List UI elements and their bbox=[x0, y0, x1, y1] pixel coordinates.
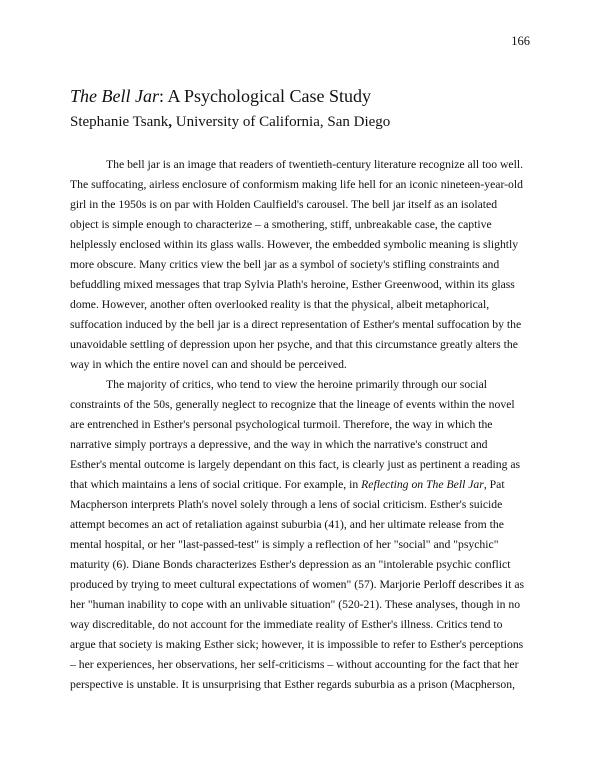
text-line: maturity (6). Diane Bonds characterizes Esther's depression as an "intolerable psychic conflict bbox=[70, 558, 511, 571]
author-affiliation: University of California, San Diego bbox=[172, 114, 391, 130]
text-line: suffocation induced by the bell jar is a direct representation of Esther's mental suffocation by the bbox=[70, 318, 522, 331]
author-line bbox=[70, 114, 390, 131]
text-line: helplessly enclosed within its glass walls. However, the embedded symbolic meaning is slightly bbox=[70, 238, 519, 251]
cited-work-title: Reflecting on The Bell Jar bbox=[361, 478, 484, 491]
text-line: befuddling mixed messages that trap Sylvia Plath's heroine, Esther Greenwood, within its glass bbox=[70, 278, 515, 291]
page-number: 166 bbox=[511, 34, 530, 48]
text-line: produced by trying to meet cultural expectations of women" (57). Marjorie Perloff describes it as bbox=[70, 578, 525, 591]
paragraph-1 bbox=[70, 155, 530, 375]
title-italic: The Bell Jar bbox=[70, 86, 159, 106]
text-line: The majority of critics, who tend to view the heroine primarily through our social bbox=[106, 378, 488, 391]
text-line: more obscure. Many critics view the bell jar as a symbol of society's stifling constraints and bbox=[70, 258, 500, 271]
title-rest: : A Psychological Case Study bbox=[158, 86, 371, 106]
citation-line-after: , Pat bbox=[483, 478, 505, 491]
text-line: girl in the 1950s is on par with Holden Caulfield's carousel. The bell jar itself as an isolated bbox=[70, 198, 498, 211]
citation-line-before: that which maintains a lens of social critique. For example, in bbox=[70, 478, 362, 491]
text-line: The bell jar is an image that readers of twentieth-century literature recognize all too well. bbox=[106, 158, 524, 171]
text-line: way discreditable, do not account for the immediate reality of Esther's illness. Critics tend to bbox=[70, 618, 503, 631]
text-line: – her experiences, her observations, her self-criticisms – without accounting for the fact that her bbox=[70, 658, 519, 671]
paragraph-2 bbox=[70, 375, 530, 695]
text-line: perspective is unstable. It is unsurprising that Esther regards suburbia as a prison (Macpherson, bbox=[70, 678, 515, 691]
text-line: constraints of the 50s, generally neglect to recognize that the lineage of events within the novel bbox=[70, 398, 515, 411]
author-name: Stephanie Tsank bbox=[70, 114, 169, 130]
text-line: Esther's mental outcome is largely dependant on this fact, is clearly just as pertinent a reading as bbox=[70, 458, 521, 471]
text-line: way in which the entire novel can and should be perceived. bbox=[70, 358, 347, 371]
text-line: her "human inability to cope with an unlivable situation" (520-21). These analyses, though in no bbox=[70, 598, 521, 611]
text-line: Macpherson interprets Plath's novel solely through a lens of social criticism. Esther's suicide bbox=[70, 498, 503, 511]
paragraph-2-lines-after bbox=[70, 495, 530, 695]
text-line: attempt becomes an act of retaliation against suburbia (41), and her ultimate release from the bbox=[70, 518, 504, 531]
text-line: narrative simply portrays a depressive, and the way in which the narrative's construct and bbox=[70, 438, 488, 451]
text-line: The suffocating, airless enclosure of conformism making life hell for an iconic nineteen-year-old bbox=[70, 178, 523, 191]
text-line: unavoidable settling of depression upon her psyche, and that this circumstance greatly alters the bbox=[70, 338, 518, 351]
author-comma: , bbox=[168, 114, 172, 130]
text-line: are entrenched in Esther's personal psychological turmoil. Therefore, the way in which the bbox=[70, 418, 493, 431]
text-line: mental hospital, or her "last-passed-test" is simply a reflection of her "social" and "psychic" bbox=[70, 538, 499, 551]
paragraph-2-citation-line bbox=[70, 475, 530, 495]
text-line: dome. However, another often overlooked reality is that the physical, albeit metaphorical, bbox=[70, 298, 490, 311]
paragraph-2-lines-before bbox=[70, 375, 530, 475]
article-body bbox=[70, 155, 530, 695]
text-line: object is simple enough to characterize – a smothering, stiff, unbreakable case, the captive bbox=[70, 218, 492, 231]
text-line: argue that society is making Esther sick; however, it is impossible to refer to Esther's perceptions bbox=[70, 638, 524, 651]
article-title bbox=[70, 86, 371, 107]
